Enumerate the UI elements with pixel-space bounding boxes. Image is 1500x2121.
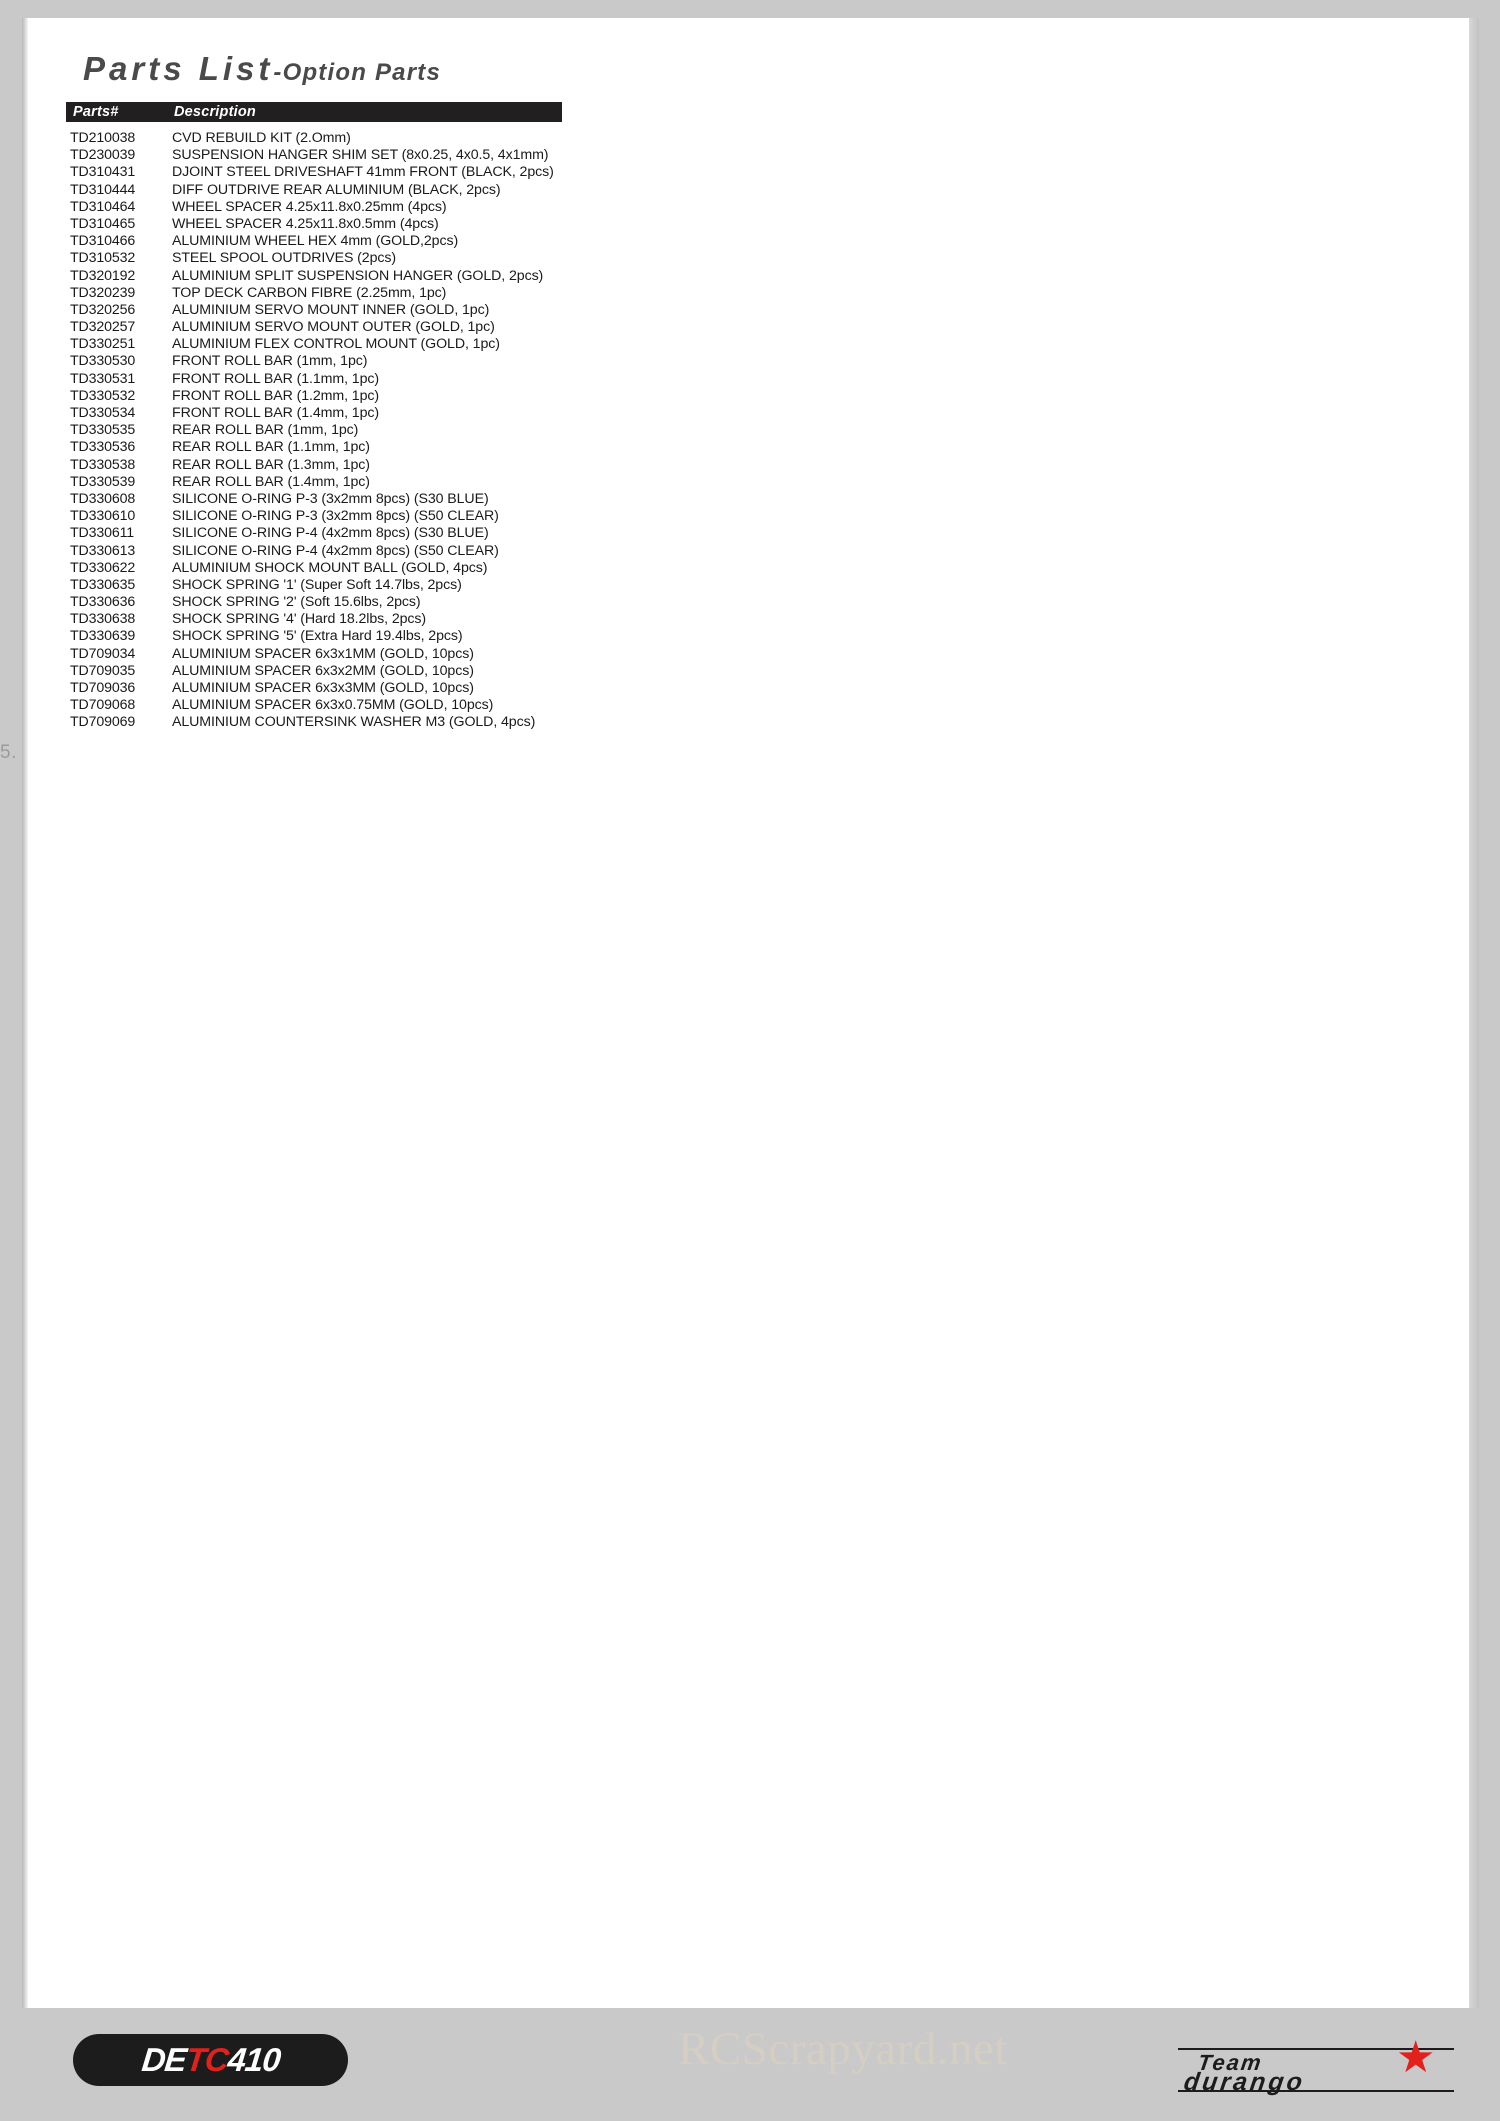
model-logo-suffix: 410 [225,2041,282,2078]
table-row [66,491,1466,508]
table-row [66,405,1466,422]
footer-inner [28,2012,1469,2121]
cell-part-number: TD310465 [70,215,136,232]
cell-part-number: TD320239 [70,284,136,301]
table-row [66,285,1466,302]
page-title-subtitle: -Option Parts [273,59,441,86]
cell-part-number: TD320192 [70,267,136,284]
table-row [66,628,1466,645]
table-row [66,663,1466,680]
table-row [66,714,1466,731]
table-row [66,371,1466,388]
page-title-main: Parts List [83,50,274,87]
cell-description: REAR ROLL BAR (1mm, 1pc) [172,422,359,439]
table-row [66,422,1466,439]
cell-description: ALUMINIUM SPLIT SUSPENSION HANGER (GOLD, 2pcs) [172,267,544,284]
document-sheet [28,18,1469,2008]
brand-logo-team-durango [1168,2028,1468,2106]
cell-part-number: TD330636 [70,594,136,611]
cell-part-number: TD330251 [70,336,136,353]
cell-part-number: TD330611 [70,525,135,542]
cell-part-number: TD709035 [70,662,136,679]
cell-description: ALUMINIUM SPACER 6x3x3MM (GOLD, 10pcs) [172,680,474,696]
table-row [66,182,1466,199]
table-row [66,697,1466,714]
table-row [66,388,1466,405]
cell-part-number: TD709036 [70,680,136,696]
star-icon: ★ [1396,2033,1436,2082]
cell-part-number: TD320257 [70,319,136,336]
cell-description: SILICONE O-RING P-3 (3x2mm 8pcs) (S30 BLUE) [172,490,489,507]
cell-part-number: TD310532 [70,250,136,267]
table-row [66,525,1466,542]
table-row [66,164,1466,181]
cell-description: FRONT ROLL BAR (1.4mm, 1pc) [172,405,380,421]
cell-description: FRONT ROLL BAR (1.1mm, 1pc) [172,370,380,387]
model-logo-detc410 [73,2034,348,2086]
cell-description: ALUMINIUM SPACER 6x3x0.75MM (GOLD, 10pcs) [172,697,494,714]
cell-part-number: TD210038 [70,130,136,146]
table-row [66,353,1466,370]
table-row [66,457,1466,474]
cell-description: REAR ROLL BAR (1.1mm, 1pc) [172,439,370,456]
table-header-row [66,102,562,122]
table-row [66,543,1466,560]
cell-description: SHOCK SPRING '2' (Soft 15.6lbs, 2pcs) [172,594,421,611]
cell-part-number: TD310466 [70,233,136,250]
column-header-description: Description [174,104,256,120]
cell-part-number: TD330531 [70,370,136,387]
cell-part-number: TD230039 [70,147,136,164]
cell-description: REAR ROLL BAR (1.3mm, 1pc) [172,456,370,473]
cell-part-number: TD330608 [70,490,136,507]
table-row [66,646,1466,663]
table-row [66,594,1466,611]
table-row [66,611,1466,628]
table-row [66,268,1466,285]
cell-part-number: TD709069 [70,714,136,731]
cell-description: ALUMINIUM SPACER 6x3x1MM (GOLD, 10pcs) [172,645,474,662]
table-row [66,216,1466,233]
model-logo-text [140,2041,282,2079]
cell-part-number: TD320256 [70,301,136,318]
cell-description: ALUMINIUM SPACER 6x3x2MM (GOLD, 10pcs) [172,662,474,679]
table-row [66,233,1466,250]
cell-description: ALUMINIUM SHOCK MOUNT BALL (GOLD, 4pcs) [172,559,488,576]
cell-part-number: TD330639 [70,628,136,645]
cell-description: SILICONE O-RING P-3 (3x2mm 8pcs) (S50 CLEAR) [172,508,499,525]
cell-description: SUSPENSION HANGER SHIM SET (8x0.25, 4x0.5, 4x1mm) [172,147,549,164]
table-row [66,577,1466,594]
table-row [66,147,1466,164]
parts-list-table [66,102,1466,732]
table-row [66,319,1466,336]
table-row [66,336,1466,353]
table-body [66,130,1466,732]
page-footer [0,2012,1500,2121]
cell-description: WHEEL SPACER 4.25x11.8x0.25mm (4pcs) [172,198,447,215]
cell-part-number: TD330635 [70,576,136,593]
cell-part-number: TD330539 [70,473,136,490]
cell-description: SHOCK SPRING '5' (Extra Hard 19.4lbs, 2pcs) [172,628,463,645]
page-number: 5. [0,742,17,763]
cell-description: ALUMINIUM WHEEL HEX 4mm (GOLD,2pcs) [172,233,459,250]
brand-logo-line2: durango [1182,2068,1308,2096]
table-row [66,680,1466,697]
cell-description: TOP DECK CARBON FIBRE (2.25mm, 1pc) [172,284,447,301]
cell-part-number: TD709034 [70,645,136,662]
cell-part-number: TD330613 [70,542,136,559]
cell-description: DJOINT STEEL DRIVESHAFT 41mm FRONT (BLACK, 2pcs) [172,164,554,181]
cell-description: DIFF OUTDRIVE REAR ALUMINIUM (BLACK, 2pcs) [172,181,501,198]
brand-logo-line1: Team [1196,2050,1265,2075]
table-row [66,302,1466,319]
watermark-text: RCScrapyard.net [678,2023,1008,2075]
cell-part-number: TD330536 [70,439,136,456]
cell-description: ALUMINIUM SERVO MOUNT INNER (GOLD, 1pc) [172,301,490,318]
cell-part-number: TD330535 [70,422,136,439]
cell-part-number: TD330530 [70,353,136,370]
cell-part-number: TD330534 [70,405,136,421]
cell-part-number: TD330622 [70,559,136,576]
column-header-parts-number: Parts# [73,104,119,120]
cell-description: FRONT ROLL BAR (1mm, 1pc) [172,353,368,370]
cell-description: REAR ROLL BAR (1.4mm, 1pc) [172,473,370,490]
cell-description: WHEEL SPACER 4.25x11.8x0.5mm (4pcs) [172,215,439,232]
cell-part-number: TD310431 [70,164,136,181]
cell-description: SILICONE O-RING P-4 (4x2mm 8pcs) (S30 BLUE) [172,525,489,542]
table-row [66,199,1466,216]
cell-description: SILICONE O-RING P-4 (4x2mm 8pcs) (S50 CLEAR) [172,542,499,559]
cell-part-number: TD330610 [70,508,136,525]
model-logo-prefix: DE [139,2041,188,2078]
cell-description: SHOCK SPRING '4' (Hard 18.2lbs, 2pcs) [172,611,427,628]
cell-part-number: TD330638 [70,611,136,628]
cell-description: ALUMINIUM SERVO MOUNT OUTER (GOLD, 1pc) [172,319,495,336]
cell-part-number: TD310464 [70,198,136,215]
table-row [66,474,1466,491]
page-title [83,50,441,88]
cell-part-number: TD310444 [70,181,136,198]
cell-description: FRONT ROLL BAR (1.2mm, 1pc) [172,387,380,404]
cell-description: SHOCK SPRING '1' (Super Soft 14.7lbs, 2pcs) [172,576,462,593]
table-row [66,250,1466,267]
cell-part-number: TD709068 [70,697,136,714]
cell-description: STEEL SPOOL OUTDRIVES (2pcs) [172,250,396,267]
table-row [66,130,1466,147]
page-right-edge [1469,18,1479,2008]
table-row [66,560,1466,577]
cell-description: ALUMINIUM COUNTERSINK WASHER M3 (GOLD, 4pcs) [172,714,536,731]
cell-part-number: TD330538 [70,456,136,473]
table-row [66,508,1466,525]
cell-description: ALUMINIUM FLEX CONTROL MOUNT (GOLD, 1pc) [172,336,500,353]
cell-part-number: TD330532 [70,387,136,404]
table-row [66,439,1466,456]
model-logo-accent: TC [183,2041,230,2078]
cell-description: CVD REBUILD KIT (2.Omm) [172,130,351,146]
